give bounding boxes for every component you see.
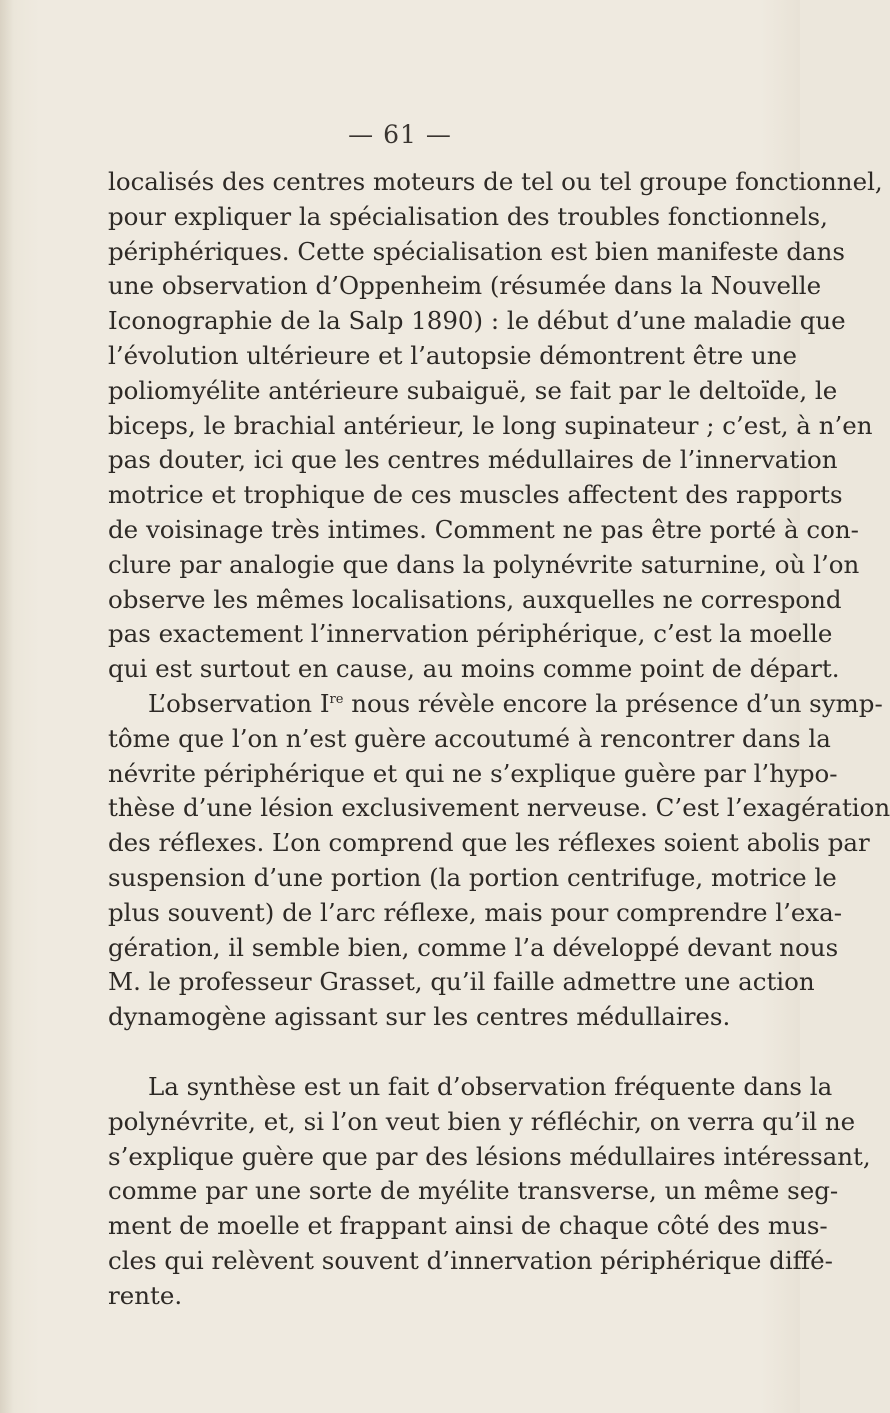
text-line: localisés des centres moteurs de tel ou tel groupe fonctionnel, [108,167,883,196]
paragraph-1 [108,165,883,687]
text-line: dynamogène agissant sur les centres médullaires. [108,1002,731,1032]
body-text [108,165,890,1314]
text-line: pour expliquer la spécialisation des troubles fonctionnels, [108,201,828,231]
text-line: biceps, le brachial antérieur, le long supinateur ; c’est, à n’en [108,410,873,440]
observation-rest: nous révèle encore la présence d’un symp- [343,688,883,718]
text-line: comme par une sorte de myélite transverse, un même seg- [108,1176,839,1206]
page-number: — 61 — [348,120,452,149]
text-line: s’explique guère que par des lésions médullaires intéressant, [108,1141,871,1171]
text-line: motrice et trophique de ces muscles affectent des rapports [108,480,843,510]
text-line: thèse d’une lésion exclusivement nerveuse. C’est l’exagération [108,793,890,823]
text-line: une observation d’Oppenheim (résumée dans la Nouvelle [108,271,822,301]
text-line: ment de moelle et frappant ainsi de chaque côté des mus- [108,1211,828,1241]
text-line: névrite périphérique et qui ne s’explique guère par l’hypo- [108,758,838,788]
text-line: des réflexes. L’on comprend que les réflexes soient abolis par [108,828,870,858]
text-line: rente. [108,1280,183,1310]
text-line: suspension d’une portion (la portion centrifuge, motrice le [108,862,837,892]
text-line: poliomyélite antérieure subaiguë, se fait par le deltoïde, le [108,375,838,405]
paragraph-3 [108,1070,871,1314]
text-line: plus souvent) de l’arc réflexe, mais pour comprendre l’exa- [108,897,843,927]
text-line: périphériques. Cette spécialisation est bien manifeste dans [108,236,845,266]
text-line: clure par analogie que dans la polynévrite saturnine, où l’on [108,549,860,579]
text-line: qui est surtout en cause, au moins comme point de départ. [108,654,840,684]
text-line: cles qui relèvent souvent d’innervation périphérique diffé- [108,1245,833,1275]
text-line-observation [108,687,883,722]
observation-prefix: L’observation I [148,688,330,718]
text-line: Iconographie de la Salp 1890) : le début d’une maladie que [108,306,846,336]
text-line: observe les mêmes localisations, auxquelles ne correspond [108,584,842,614]
text-line: pas exactement l’innervation périphérique, c’est la moelle [108,619,833,649]
text-line: tôme que l’on n’est guère accoutumé à rencontrer dans la [108,723,831,753]
text-line: M. le professeur Grasset, qu’il faille admettre une action [108,967,815,997]
text-line: l’évolution ultérieure et l’autopsie démontrent être une [108,340,798,370]
text-line: de voisinage très intimes. Comment ne pas être porté à con- [108,514,859,544]
text-line: pas douter, ici que les centres médullaires de l’innervation [108,445,838,475]
text-line: gération, il semble bien, comme l’a développé devant nous [108,932,839,962]
paragraph-gap [108,1035,708,1070]
observation-superscript: re [329,691,344,707]
paragraph-2 [108,687,890,1035]
text-line: polynévrite, et, si l’on veut bien y réfléchir, on verra qu’il ne [108,1106,856,1136]
text-line: La synthèse est un fait d’observation fréquente dans la [148,1071,833,1101]
